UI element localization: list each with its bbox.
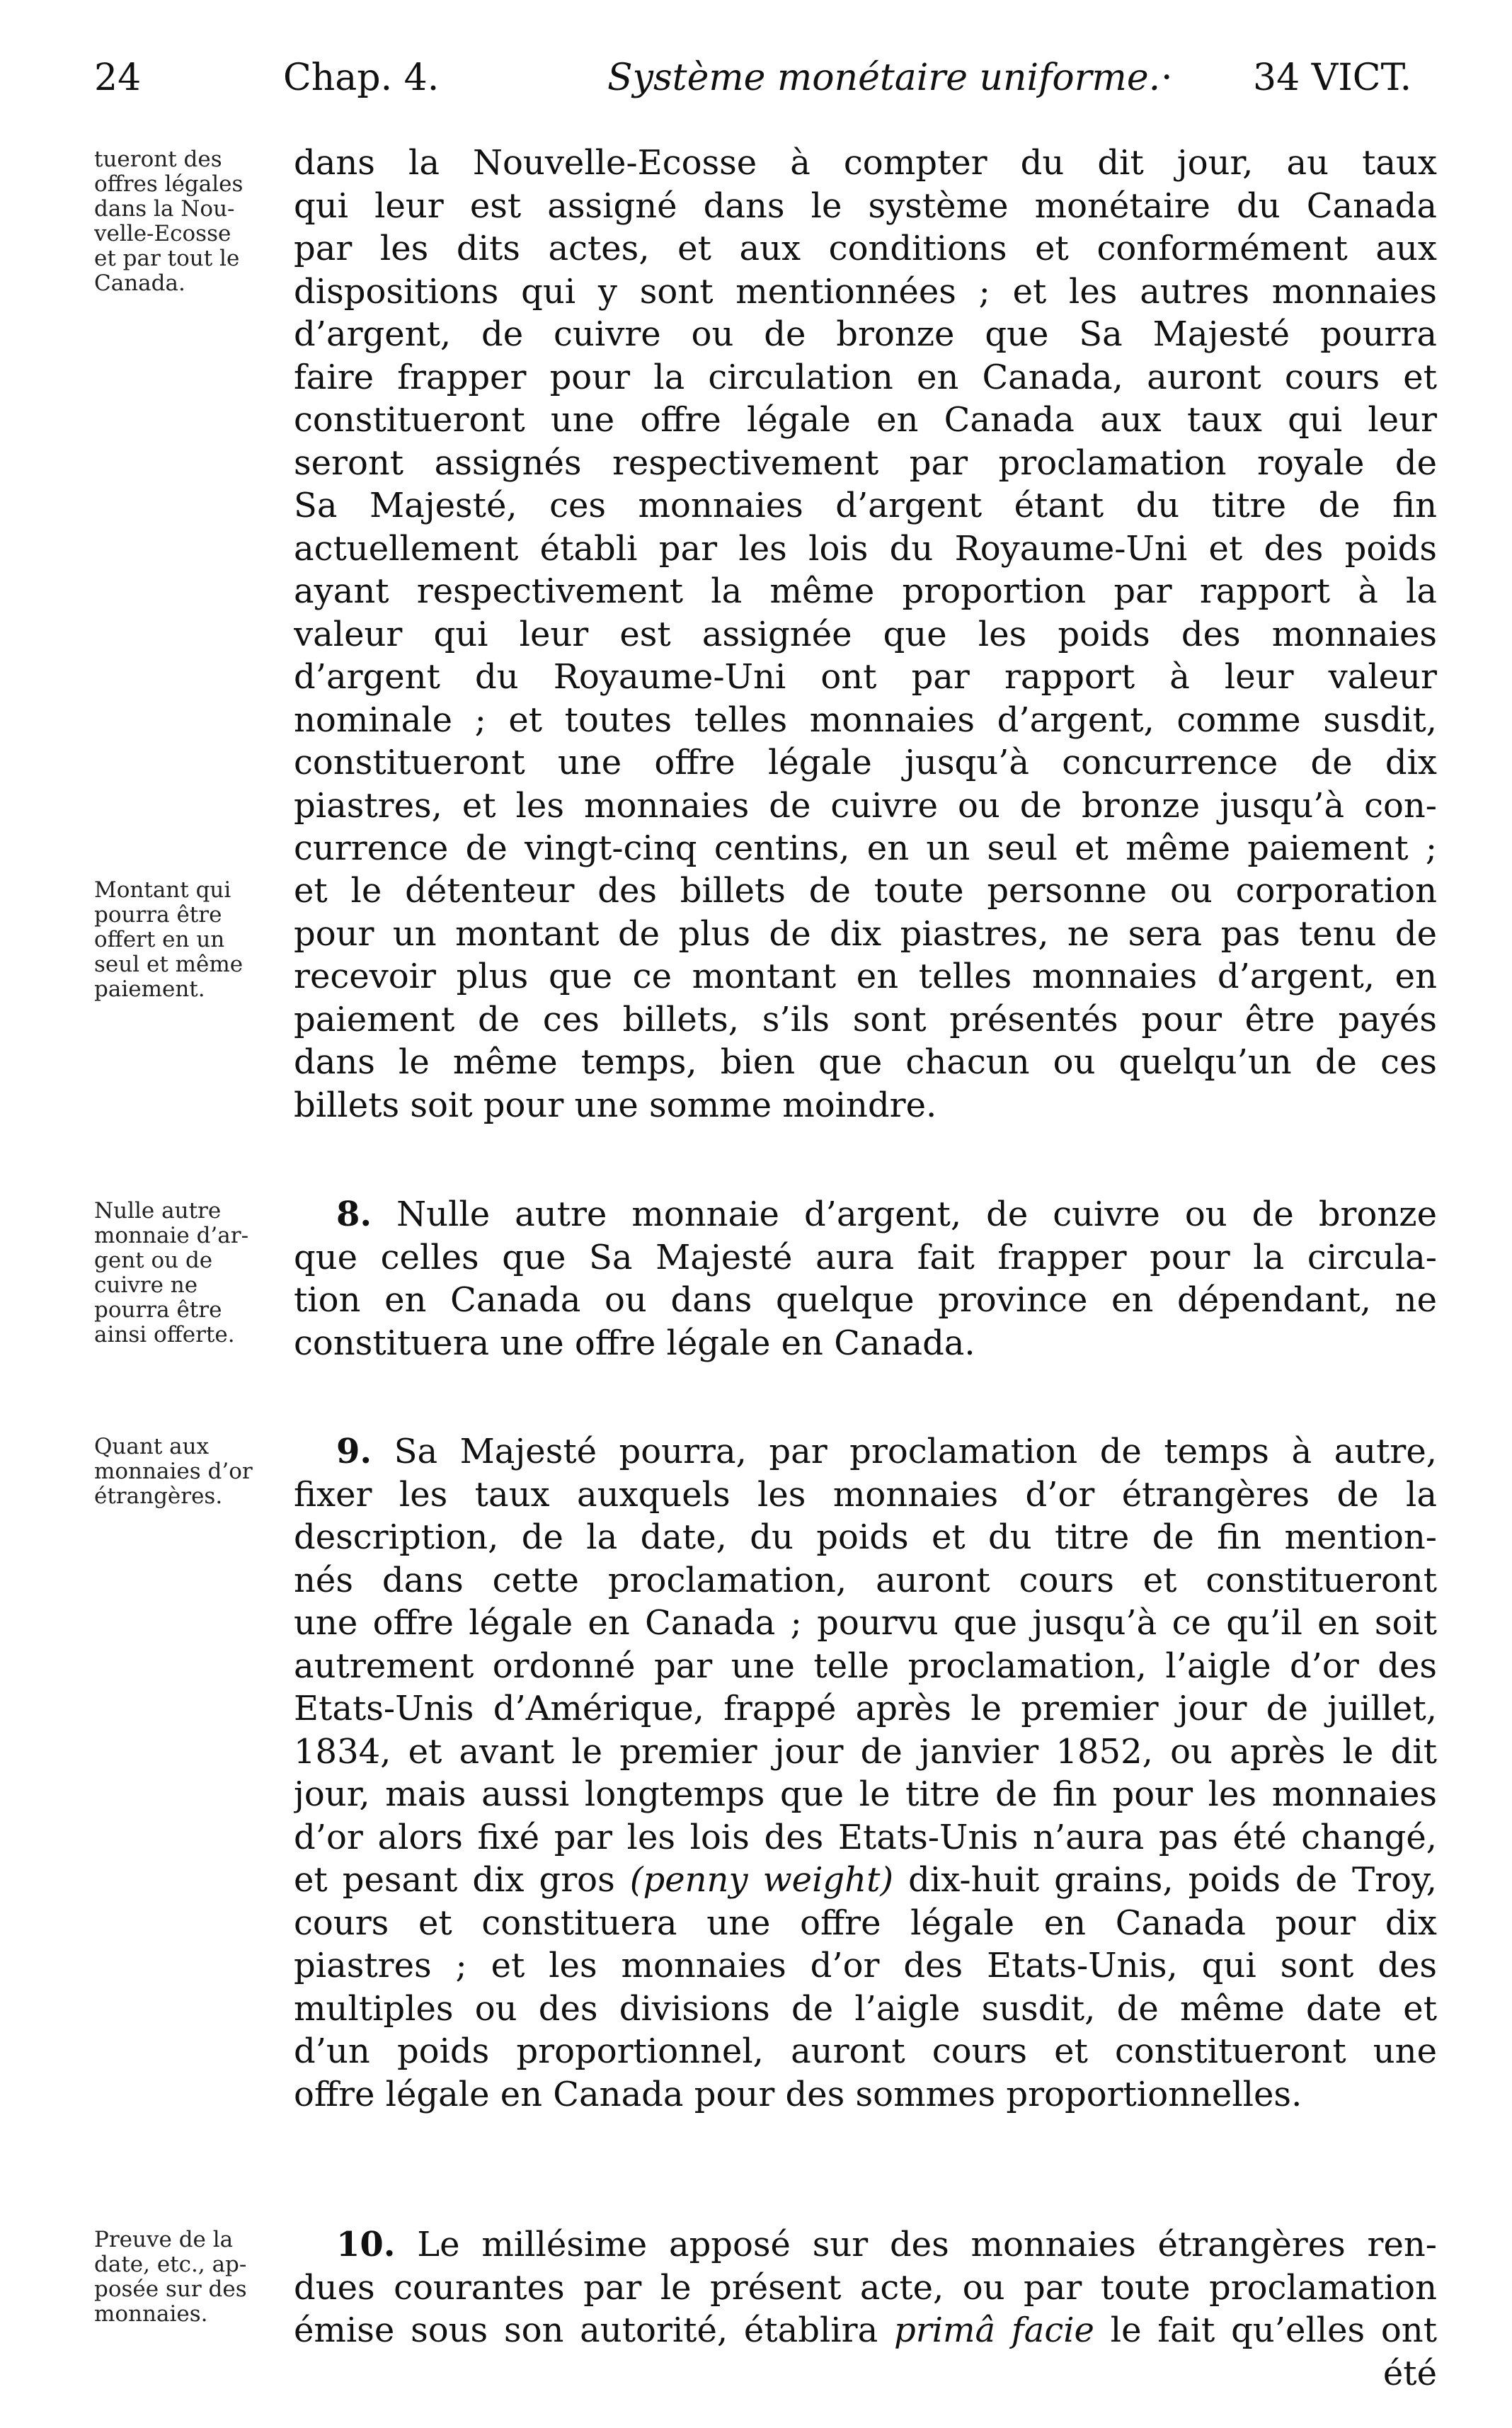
running-header <box>0 57 1512 120</box>
note-line: cuivre ne <box>94 1272 198 1298</box>
text-line: tion en Canada ou dans quelque province en dépendant, ne <box>294 1280 1437 1320</box>
note-line: Canada. <box>94 270 185 296</box>
section-number: 10. <box>336 2225 396 2264</box>
text-line: d’argent, de cuivre ou de bronze que Sa Majesté pourra <box>294 314 1437 354</box>
text-line: multiples ou des divisions de l’aigle susdit, de même date et <box>294 1988 1437 2029</box>
note-line: et par tout le <box>94 246 240 271</box>
text-line <box>294 1193 1437 1236</box>
text-line: cours et constituera une offre légale en Canada pour dix <box>294 1903 1437 1943</box>
text-line: pour un montant de plus de dix piastres, ne sera pas tenu de <box>294 913 1437 954</box>
margin-note <box>94 1199 282 1347</box>
catchword: été <box>1382 2353 1437 2393</box>
text-line: recevoir plus que ce montant en telles monnaies d’argent, en <box>294 957 1437 996</box>
note-line: étrangères. <box>94 1483 223 1509</box>
text-line: actuellement établi par les lois du Royaume-Uni et des poids <box>294 528 1437 569</box>
note-line: seul et même <box>94 952 244 977</box>
text-line: nés dans cette proclamation, auront cours et constitueront <box>294 1560 1437 1600</box>
text-span: Nulle autre monnaie d’argent, de cuivre ou de bronze <box>396 1195 1437 1234</box>
text-line: constitueront une offre légale jusqu’à concurrence de dix <box>294 743 1437 782</box>
italic-phrase: primâ facie <box>894 2310 1094 2350</box>
note-line: dans la Nou- <box>94 196 235 222</box>
text-line: Sa Majesté, ces monnaies d’argent étant du titre de fin <box>294 486 1437 525</box>
regnal-year: 34 VICT. <box>1253 57 1412 99</box>
section-body <box>294 2223 1437 2395</box>
header-mark: · <box>1161 57 1173 99</box>
note-line: Nulle autre <box>94 1198 222 1224</box>
text-line: dans le même temps, bien que chacun ou quelqu’un de ces <box>294 1042 1437 1082</box>
text-line: paiement de ces billets, s’ils sont présentés pour être payés <box>294 999 1437 1039</box>
text-line: d’argent du Royaume-Uni ont par rapport à leur valeur <box>294 657 1437 697</box>
text-span: Sa Majesté pourra, par proclamation de temps à autre, <box>394 1432 1437 1471</box>
text-line: par les dits actes, et aux conditions et conformément aux <box>294 229 1437 268</box>
text-line: ayant respectivement la même proportion par rapport à la <box>294 571 1437 611</box>
text-line <box>294 2309 1437 2352</box>
text-span: le fait qu’elles ont <box>1110 2310 1437 2350</box>
text-line: d’un poids proportionnel, auront cours et constitueront une <box>294 2031 1437 2071</box>
text-line: constituera une offre légale en Canada. <box>294 1323 975 1363</box>
note-line: date, etc., ap- <box>94 2252 247 2277</box>
section-body <box>294 142 1437 870</box>
text-line: dans la Nouvelle-Ecosse à compter du dit jour, au taux <box>294 143 1437 183</box>
margin-note <box>94 1435 282 1509</box>
section-body <box>294 1193 1437 1364</box>
text-line: billets soit pour une somme moindre. <box>294 1085 937 1125</box>
text-line: offre légale en Canada pour des sommes proportionnelles. <box>294 2074 1302 2114</box>
note-line: gent ou de <box>94 1248 213 1273</box>
section-body <box>294 1430 1437 2116</box>
running-title: Système monétaire uniforme. <box>607 57 1161 99</box>
text-line: description, de la date, du poids et du titre de fin mention- <box>294 1517 1437 1557</box>
note-line: velle-Ecosse <box>94 221 231 246</box>
text-line: 1834, et avant le premier jour de janvier 1852, ou après le dit <box>294 1731 1437 1772</box>
note-line: Quant aux <box>94 1434 210 1459</box>
margin-note <box>94 147 282 296</box>
note-line: pourra être <box>94 1297 222 1323</box>
note-line: offert en un <box>94 927 225 952</box>
text-line: qui leur est assigné dans le système monétaire du Canada <box>294 186 1437 226</box>
note-line: Preuve de la <box>94 2227 234 2252</box>
section-body <box>294 870 1437 1127</box>
text-line: piastres ; et les monnaies d’or des Etats-Unis, qui sont des <box>294 1946 1437 1985</box>
section-number: 8. <box>336 1195 372 1234</box>
note-line: tueront des <box>94 147 222 172</box>
text-line: que celles que Sa Majesté aura fait frapper pour la circula- <box>294 1237 1437 1277</box>
section-number: 9. <box>336 1432 372 1471</box>
text-line: fixer les taux auxquels les monnaies d’or étrangères de la <box>294 1474 1437 1515</box>
text-line: currence de vingt-cinq centins, en un seul et même paiement ; <box>294 828 1437 868</box>
note-line: offres légales <box>94 171 244 197</box>
note-line: monnaies d’or <box>94 1459 253 1484</box>
text-line: dispositions qui y sont mentionnées ; et les autres monnaies <box>294 271 1437 312</box>
text-span: Le millésime apposé sur des monnaies étrangères ren- <box>417 2225 1437 2264</box>
margin-note <box>94 878 282 1002</box>
text-line: d’or alors fixé par les lois des Etats-Unis n’aura pas été changé, <box>294 1817 1437 1857</box>
note-line: Montant qui <box>94 877 231 903</box>
text-line: constitueront une offre légale en Canada aux taux qui leur <box>294 400 1437 440</box>
chapter-label: Chap. 4. <box>283 57 440 99</box>
text-line <box>294 2223 1437 2267</box>
page-number: 24 <box>94 57 142 99</box>
text-line: nominale ; et toutes telles monnaies d’argent, comme susdit, <box>294 700 1437 740</box>
text-line: valeur qui leur est assignée que les poids des monnaies <box>294 614 1437 654</box>
note-line: monnaies. <box>94 2301 208 2327</box>
note-line: pourra être <box>94 902 222 928</box>
text-line: dues courantes par le présent acte, ou par toute proclamation <box>294 2267 1437 2308</box>
note-line: paiement. <box>94 976 205 1002</box>
text-line: seront assignés respectivement par proclamation royale de <box>294 443 1437 483</box>
text-line <box>294 1430 1437 1474</box>
text-line: piastres, et les monnaies de cuivre ou de bronze jusqu’à con- <box>294 785 1437 826</box>
note-line: posée sur des <box>94 2276 247 2302</box>
note-line: ainsi offerte. <box>94 1322 235 1347</box>
text-line: Etats-Unis d’Amérique, frappé après le premier jour de juillet, <box>294 1689 1437 1728</box>
text-span: émise sous son autorité, établira <box>294 2310 878 2350</box>
note-line: monnaie d’ar- <box>94 1223 249 1248</box>
text-line: autrement ordonné par une telle proclamation, l’aigle d’or des <box>294 1646 1437 1686</box>
text-line: une offre légale en Canada ; pourvu que jusqu’à ce qu’il en soit <box>294 1603 1437 1643</box>
margin-note <box>94 2228 282 2327</box>
italic-phrase: (penny weight) <box>629 1860 894 1900</box>
text-span: et pesant dix gros <box>294 1860 615 1900</box>
text-line <box>294 1859 1437 1902</box>
text-line: et le détenteur des billets de toute personne ou corporation <box>294 871 1437 911</box>
text-line: faire frapper pour la circulation en Canada, auront cours et <box>294 357 1437 397</box>
text-line: jour, mais aussi longtemps que le titre de fin pour les monnaies <box>294 1774 1437 1814</box>
text-span: dix-huit grains, poids de Troy, <box>908 1860 1437 1900</box>
